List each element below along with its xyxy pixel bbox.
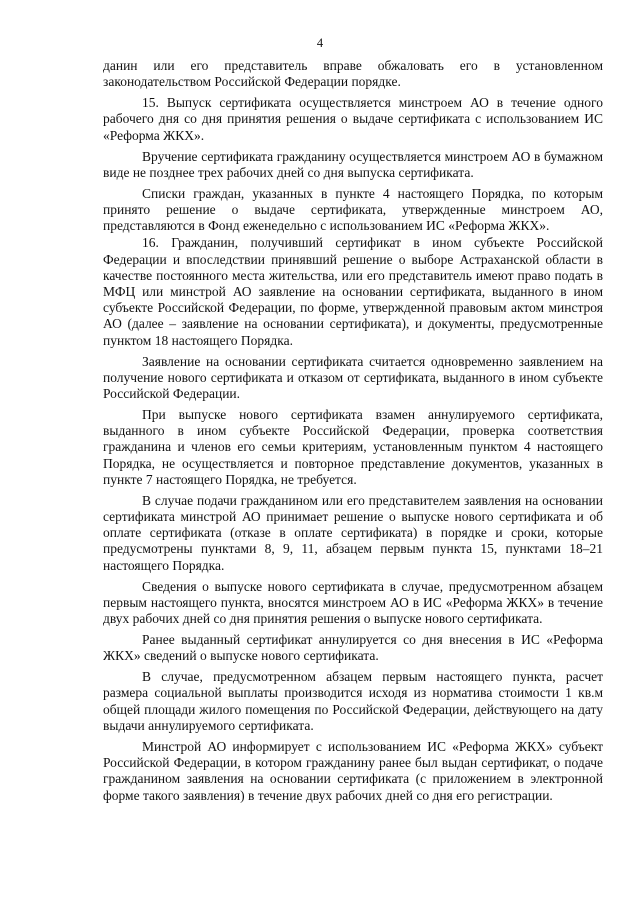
- paragraph-annulment: Ранее выданный сертификат аннулируется со дня внесения в ИС «Реформа ЖКХ» сведений о выпуске нового сертификата.: [103, 632, 603, 664]
- paragraph-payment-calculation: В случае, предусмотренном абзацем первым настоящего пункта, расчет размера социальной выплаты производится исходя из норматива стоимости 1 кв.м общей площади жилого помещения по Российской Федерации, действующего на дату выдачи аннулируемого сертификата.: [103, 669, 603, 733]
- paragraph-15: 15. Выпуск сертификата осуществляется минстроем АО в течение одного рабочего дня со дня принятия решения о выдаче сертификата с использованием ИС «Реформа ЖКХ».: [103, 95, 603, 143]
- page-number: 4: [316, 36, 324, 50]
- paragraph-application-status: Заявление на основании сертификата считается одновременно заявлением на получение нового сертификата и отказом от сертификата, выданного в ином субъекте Российской Федерации.: [103, 353, 603, 402]
- paragraph-notification: Минстрой АО информирует с использованием ИС «Реформа ЖКХ» субъект Российской Федерации, в котором гражданину ранее был выдан сертификат, о подаче гражданином заявления на основании сертификата (с приложением в электронной форме такого заявления) в течение двух рабочих дней со дня его регистрации.: [103, 738, 603, 803]
- paragraph-certificate-delivery: Вручение сертификата гражданину осуществляется минстроем АО в бумажном виде не позднее трех рабочих дней со дня выпуска сертификата.: [103, 148, 603, 180]
- paragraph-16: 16. Гражданин, получивший сертификат в ином субъекте Российской Федерации и впоследствии принявший решение о выборе Астраханской области в качестве постоянного места жительства, или его представитель имеют право подать в МФЦ или минстрой АО заявление на основании сертификата, выданного в ином субъекте Российской Федерации, по форме, утвержденной правовым актом минстроя АО (далее – заявление на основании сертификата), и документы, предусмотренные пунктом 18 настоящего Порядка.: [103, 235, 603, 348]
- paragraph-continuation: данин или его представитель вправе обжаловать его в установленном законодательством Российской Федерации порядке.: [103, 58, 603, 90]
- paragraph-citizen-lists: Списки граждан, указанных в пункте 4 настоящего Порядка, по которым принято решение о выдаче сертификата, утвержденные минстроем АО, представляются в Фонд еженедельно с использованием ИС «Реформа ЖКХ».: [103, 185, 603, 234]
- document-body: [103, 58, 603, 804]
- paragraph-new-certificate-issue: При выпуске нового сертификата взамен аннулируемого сертификата, выданного в ином субъекте Российской Федерации, проверка соответствия гражданина и членов его семьи критериям, установленным пунктом 4 настоящего Порядка, не осуществляется и повторное представление документов, указанных в пункте 7 настоящего Порядка, не требуется.: [103, 407, 603, 487]
- paragraph-information-entry: Сведения о выпуске нового сертификата в случае, предусмотренном абзацем первым настоящего пункта, вносятся минстроем АО в ИС «Реформа ЖКХ» в течение двух рабочих дней со дня принятия решения о выпуске нового сертификата.: [103, 578, 603, 627]
- paragraph-decision: В случае подачи гражданином или его представителем заявления на основании сертификата минстрой АО принимает решение о выпуске нового сертификата и об оплате сертификата (отказе в оплате сертификата) в порядке и сроки, которые предусмотрены пунктами 8, 9, 11, абзацем первым пункта 15, пунктами 18–21 настоящего Порядка.: [103, 492, 603, 573]
